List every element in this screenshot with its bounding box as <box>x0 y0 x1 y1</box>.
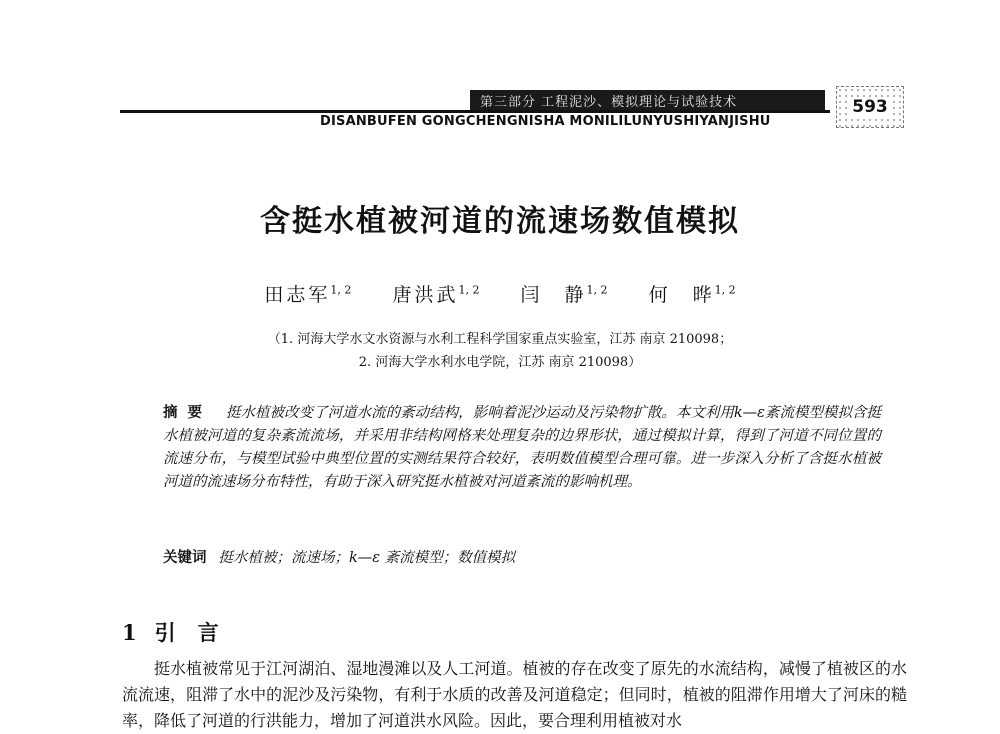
affiliation-line: （1. 河海大学水文水资源与水利工程科学国家重点实验室，江苏 南京 210098； <box>267 332 733 347</box>
keywords-label: 关键词 <box>163 549 207 566</box>
author-affiliation-mark: 1, 2 <box>586 283 608 297</box>
header-section-pinyin: DISANBUFEN GONGCHENGNISHA MONILILUNYUSHIYANJISHU <box>320 114 771 129</box>
author-name: 何 晔 <box>648 284 715 306</box>
author-list <box>0 280 1000 307</box>
header-section-title: 第三部分 工程泥沙、模拟理论与试验技术 <box>470 90 825 110</box>
author <box>521 284 608 306</box>
section-number: 1 <box>122 620 137 645</box>
keywords-text: 挺水植被；流速场；k—ε 紊流模型；数值模拟 <box>218 550 516 566</box>
author <box>264 284 351 306</box>
abstract-text: 挺水植被改变了河道水流的紊动结构，影响着泥沙运动及污染物扩散。本文利用k—ε紊流模型模拟含挺水植被河道的复杂紊流流场，并采用非结构网格来处理复杂的边界形状，通过模拟计算，得到了河道不同位置的流速分布，与模型试验中典型位置的实测结果符合较好，表明数值模型合理可靠。进一步深入分析了含挺水植被河道的流速场分布特性，有助于深入研究挺水植被对河道紊流的影响机理。 <box>163 405 881 490</box>
author-affiliation-mark: 1, 2 <box>714 283 736 297</box>
header-rule <box>120 110 830 113</box>
author <box>392 284 479 306</box>
page-number: 593 <box>852 97 888 117</box>
abstract-label: 摘要 <box>163 404 213 421</box>
author-affiliation-mark: 1, 2 <box>458 283 480 297</box>
keywords <box>163 546 881 567</box>
author-name: 唐洪武 <box>392 284 459 306</box>
section-title: 引言 <box>154 620 241 645</box>
section-heading <box>122 617 241 647</box>
body-paragraph: 挺水植被常见于江河湖泊、湿地漫滩以及人工河道。植被的存在改变了原先的水流结构，减慢了植被区的水流流速，阻滞了水中的泥沙及污染物，有利于水质的改善及河道稳定；但同时，植被的阻滞作用增大了河床的糙率，降低了河道的行洪能力，增加了河道洪水风险。因此，要合理利用植被对水 <box>122 659 907 730</box>
paper-title: 含挺水植被河道的流速场数值模拟 <box>260 204 740 239</box>
author-name: 田志军 <box>264 284 331 306</box>
affiliation-line: 2. 河海大学水利水电学院，江苏 南京 210098） <box>358 355 642 370</box>
page-number-box <box>836 86 904 128</box>
author-name: 闫 静 <box>520 284 587 306</box>
body-text <box>122 656 907 734</box>
author-affiliation-mark: 1, 2 <box>330 283 352 297</box>
author <box>649 284 736 306</box>
abstract <box>163 401 881 494</box>
